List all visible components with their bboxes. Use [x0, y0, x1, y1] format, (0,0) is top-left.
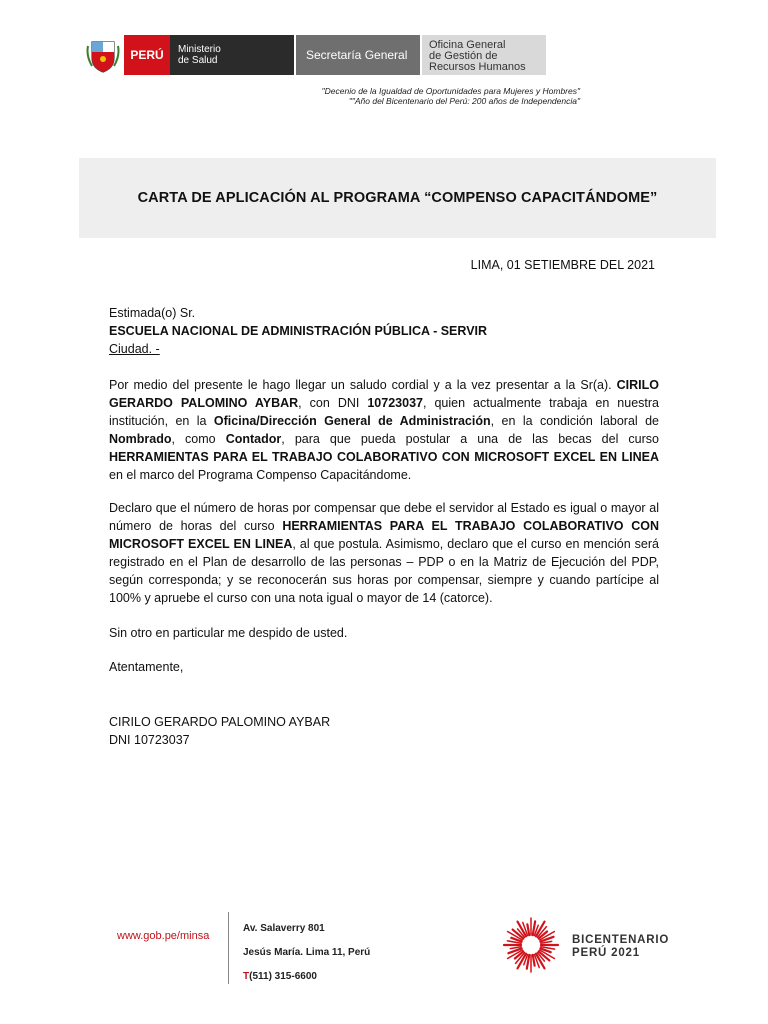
addressee-block	[109, 304, 487, 358]
paragraph-3: Sin otro en particular me despido de usted.	[109, 626, 348, 640]
closing: Atentamente,	[109, 660, 184, 674]
logo-ray	[527, 924, 529, 935]
footer-address-line2: Jesús María. Lima 11, Perú	[243, 947, 371, 958]
salutation: Estimada(o) Sr.	[109, 306, 196, 320]
peru-badge: PERÚ	[124, 35, 170, 75]
peru-coat-of-arms-icon	[86, 36, 120, 74]
p1-condition: Nombrado	[109, 432, 172, 446]
decenio-line1: "Decenio de la Igualdad de Oportunidades para Mujeres y Hombres"	[321, 86, 580, 96]
footer-phone	[243, 965, 370, 989]
p1-course: HERRAMIENTAS PARA EL TRABAJO COLABORATIVO CON MICROSOFT EXCEL EN LINEA	[109, 450, 659, 464]
decenio-motto	[180, 86, 580, 106]
ministry-line2: de Salud	[178, 55, 218, 66]
ministry-line1: Ministerio	[178, 44, 221, 55]
p1-role: Contador	[225, 432, 282, 446]
p1-name: CIRILO GERARDO PALOMINO AYBAR	[109, 378, 659, 410]
oficina-line2: de Gestión de	[429, 50, 498, 62]
bicentenario-logo-icon	[500, 914, 562, 976]
decenio-line2: ""Año del Bicentenario del Perú: 200 años de Independencia"	[348, 96, 580, 106]
signature-dni: DNI 10723037	[109, 733, 190, 747]
p1-text-e: , como	[171, 432, 226, 446]
logo-ray	[533, 955, 535, 966]
phone-number: (511) 315-6600	[249, 971, 317, 982]
document-date: LIMA, 01 SETIEMBRE DEL 2021	[470, 258, 655, 272]
oficina-line3: Recursos Humanos	[429, 61, 526, 73]
footer-divider	[228, 912, 229, 984]
p1-text-g: en el marco del Programa Compenso Capacitándome.	[109, 468, 412, 482]
p1-text-c: , quien actualmente trabaja en nuestra institución, en la	[109, 396, 659, 428]
recipient: ESCUELA NACIONAL DE ADMINISTRACIÓN PÚBLICA - SERVIR	[109, 324, 488, 338]
p1-dni: 10723037	[367, 396, 423, 410]
title-band	[79, 158, 716, 238]
oficina-line1: Oficina General	[429, 39, 506, 51]
p1-text-a: Por medio del presente le hago llegar un saludo cordial y a la vez presentar a la Sr(a).	[109, 378, 617, 392]
bicentenario-line2: PERÚ 2021	[572, 947, 640, 959]
footer-url-link[interactable]: www.gob.pe/minsa	[117, 930, 210, 942]
bicentenario-text	[572, 934, 669, 960]
p2-text-b: , al que postula. Asimismo, declaro que el curso en mención será registrado en el Plan de desarrollo de las personas – PDP o en la Matriz de Ejecución del PDP, según corresponda; y se reconocerán sus horas por compensar, siempre y cuando partícipe al 100% y apruebe el curso con una nota igual o mayor de 14 (catorce).	[109, 537, 659, 605]
signature-block	[109, 713, 330, 749]
p2-course: HERRAMIENTAS PARA EL TRABAJO COLABORATIVO CON MICROSOFT EXCEL EN LINEA	[109, 519, 660, 551]
ministry-badge	[170, 35, 294, 75]
p2-text-a: Declaro que el número de horas por compensar que debe el servidor al Estado es igual o mayor al número de horas del curso	[109, 501, 659, 533]
document-title: CARTA DE APLICACIÓN AL PROGRAMA “COMPENSO CAPACITÁNDOME”	[137, 190, 658, 206]
footer-address-line1: Av. Salaverry 801	[243, 923, 325, 934]
bicentenario-line1: BICENTENARIO	[572, 934, 670, 946]
oficina-badge	[422, 35, 546, 75]
p1-office: Oficina/Dirección General de Administración	[213, 414, 491, 428]
p1-text-f: , para que pueda postular a una de las becas del curso	[281, 432, 659, 446]
paragraph-1	[109, 376, 659, 484]
paragraph-2	[109, 499, 659, 607]
p1-text-b: , con DNI	[298, 396, 368, 410]
secretaria-badge: Secretaría General	[296, 35, 420, 75]
p1-text-d: , en la condición laboral de	[490, 414, 660, 428]
city: Ciudad. -	[109, 342, 160, 356]
signature-name: CIRILO GERARDO PALOMINO AYBAR	[109, 715, 331, 729]
phone-prefix: T	[243, 971, 250, 982]
footer-address	[243, 917, 370, 989]
